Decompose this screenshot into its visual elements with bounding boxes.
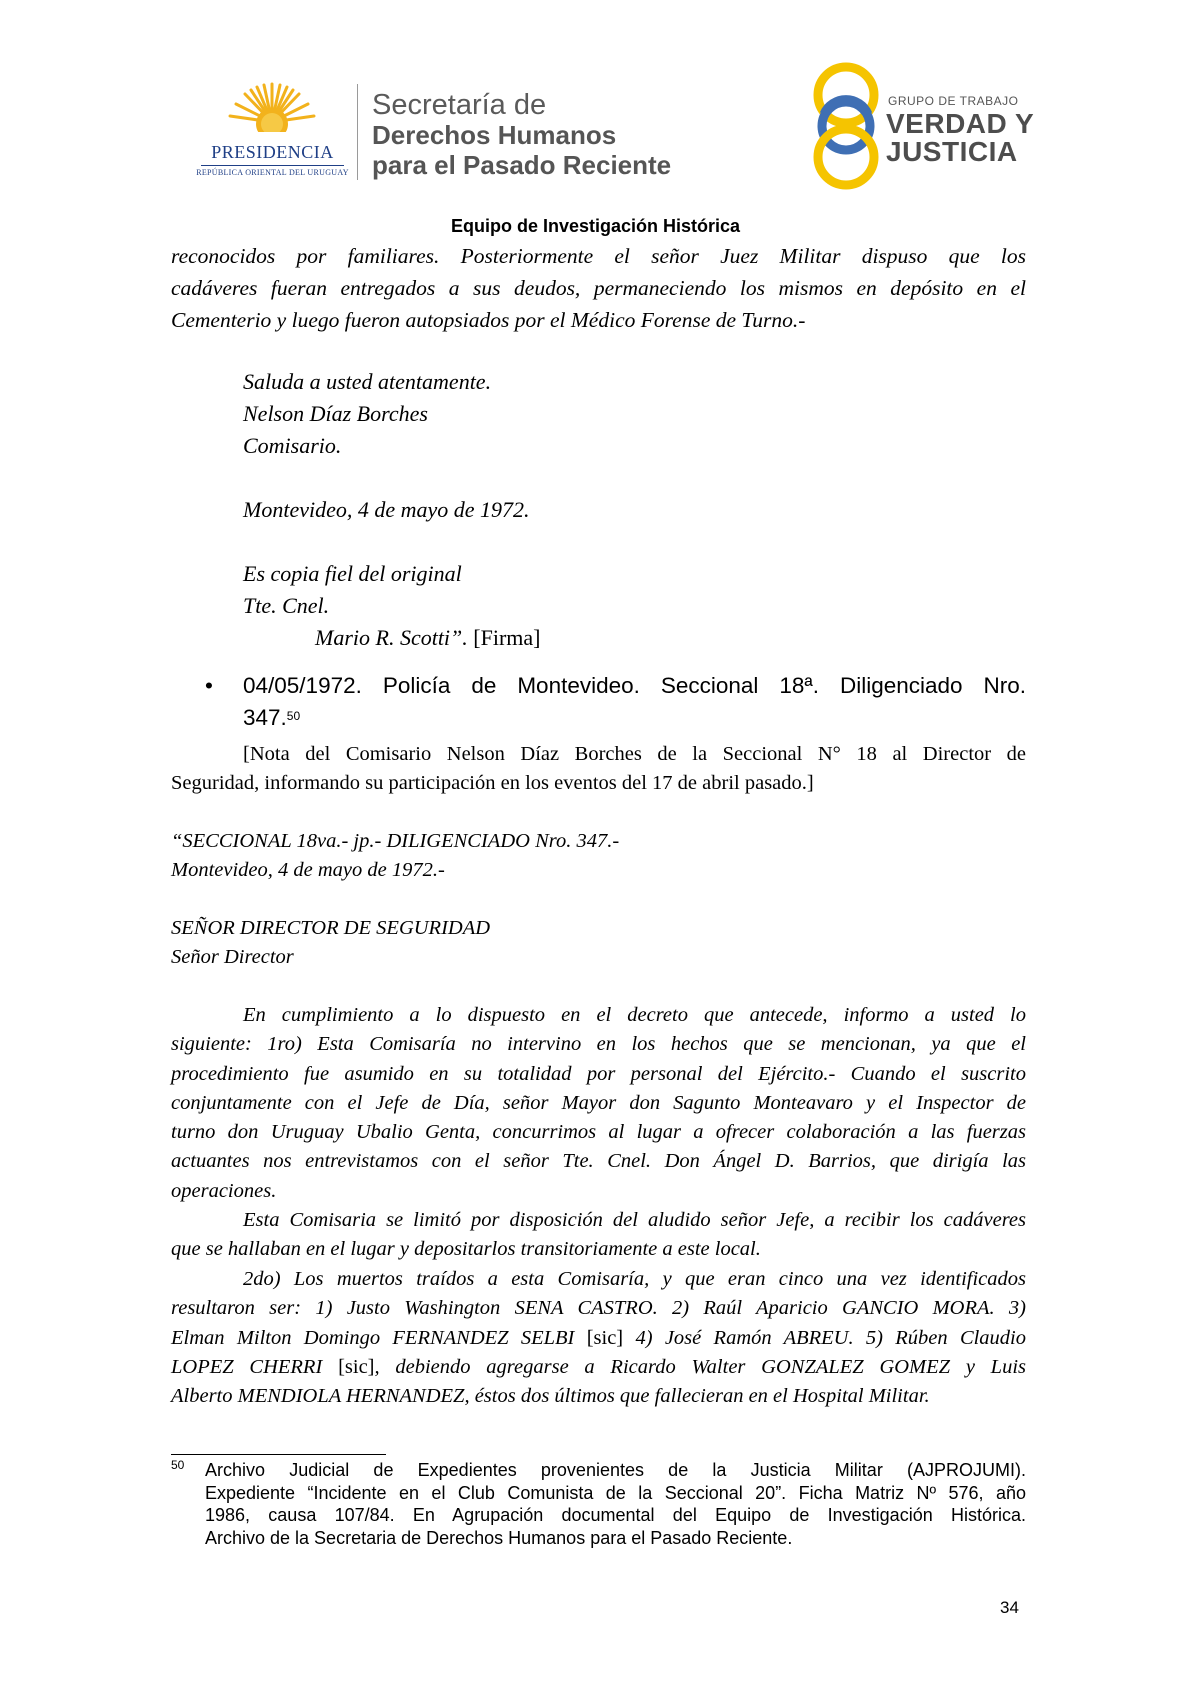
vyj-subtitle: GRUPO DE TRABAJO [888,94,1019,108]
copy-signer-name: Mario R. Scotti”. [315,625,468,650]
secretaria-line-1: Secretaría de [372,89,547,121]
editor-note [171,740,1026,798]
p3-line-2: resultaron ser: 1) Justo Washington SENA CASTRO. 2) Raúl Aparicio GANCIO MORA. 3) [171,1297,1026,1320]
opening-paragraph [171,240,1026,336]
copy-statement: Es copia fiel del original [243,561,462,586]
presidencia-logo [195,82,350,182]
footnote-line-3: 1986, causa 107/84. En Agrupación documental del Equipo de Investigación Histórica. [205,1505,1026,1525]
secretaria-title [372,90,671,180]
editor-note-line-2: Seguridad, informando su participación en los eventos del 17 de abril pasado.] [171,772,814,794]
header-divider [357,84,358,180]
p1-line-2: siguiente: 1ro) Esta Comisaría no intervino en los hechos que se mencionan, ya que el [171,1033,1026,1056]
firma-marker: [Firma] [473,625,541,650]
vyj-line-1: VERDAD Y [886,108,1035,139]
interlocking-rings-icon [810,62,886,190]
copy-signer [315,622,540,654]
p2-line-1: Esta Comisaria se limitó por disposición del aludido señor Jefe, a recibir los cadáveres [243,1209,1026,1231]
p3-line-4-b: , debiendo agregarse a Ricardo Walter GONZALEZ GOMEZ y Luis [374,1355,1026,1378]
sun-icon [227,82,317,144]
sic-marker-2: [sic] [338,1355,375,1378]
bullet-symbol: • [205,673,213,698]
signature-name: Nelson Díaz Borches [243,401,428,426]
p3-line-3-a: Elman Milton Domingo FERNANDEZ SELBI [171,1326,575,1349]
document-header [171,827,1026,885]
p3-line-4-a: LOPEZ CHERRI [171,1355,323,1378]
footnote-line-1: Archivo Judicial de Expedientes provenientes de la Justicia Militar (AJPROJUMI). [205,1460,1026,1480]
footnote-number: 50 [171,1458,185,1472]
footnote-ref: 50 [286,709,301,723]
paragraph-2 [171,1206,1026,1265]
signature-date: Montevideo, 4 de mayo de 1972. [243,497,530,522]
addressee-line-2: Señor Director [171,946,294,968]
verdad-justicia-logo [810,62,1035,190]
p1-line-5: turno don Uruguay Ubalio Genta, concurrimos al lugar a ofrecer colaboración a las fuerzas [171,1121,1026,1144]
opening-line-3: Cementerio y luego fueron autopsiados por el Médico Forense de Turno.- [171,308,806,332]
p1-line-3: procedimiento fue asumido en su totalidad por personal del Ejército.- Cuando el suscrito [171,1062,1026,1085]
secretaria-line-3: para el Pasado Reciente [372,150,672,180]
presidencia-name: PRESIDENCIA [211,142,334,162]
p1-line-1: En cumplimiento a lo dispuesto en el decreto que antecede, informo a usted lo [243,1004,1026,1026]
secretaria-line-2: Derechos Humanos [372,120,617,150]
footnote-separator [171,1454,386,1455]
p3-line-4 [171,1353,1026,1382]
p1-line-4: conjuntamente con el Jefe de Día, señor Mayor don Sagunto Monteavaro y el Inspector de [171,1091,1026,1114]
p1-line-7: operaciones. [171,1179,277,1202]
footnote-line-2: Expediente “Incidente en el Club Comunista de la Seccional 20”. Ficha Matriz Nº 576, año [205,1482,1026,1503]
addressee-line-1: SEÑOR DIRECTOR DE SEGURIDAD [171,917,491,939]
paragraph-3 [171,1265,1026,1411]
copy-rank: Tte. Cnel. [243,593,330,618]
document-header-line-2: Montevideo, 4 de mayo de 1972.- [171,859,445,881]
p3-line-3-b: 4) José Ramón ABREU. 5) Rúben Claudio [635,1326,1027,1349]
p1-line-6: actuantes nos entrevistamos con el señor Tte. Cnel. Don Ángel D. Barrios, que dirigía las [171,1150,1026,1173]
paragraph-1 [171,1001,1026,1206]
page-number: 34 [1000,1598,1019,1617]
footnote-text [205,1459,1026,1549]
addressee [171,914,1026,972]
p2-line-2: que se hallaban en el lugar y depositarlos transitoriamente a este local. [171,1238,761,1261]
team-title: Equipo de Investigación Histórica [450,216,741,236]
editor-note-line-1: [Nota del Comisario Nelson Díaz Borches de la Seccional N° 18 al Director de [243,743,1026,765]
p3-line-3 [171,1324,1026,1353]
presidencia-divider [201,165,344,166]
signature-rank: Comisario. [243,433,342,458]
entry-title-line-1: 04/05/1972. Policía de Montevideo. Seccional 18ª. Diligenciado Nro. [243,673,1026,698]
p3-line-5: Alberto MENDIOLA HERNANDEZ, éstos dos últimos que fallecieran en el Hospital Militar. [171,1385,930,1408]
document-header-line-1: “SECCIONAL 18va.- jp.- DILIGENCIADO Nro. 347.- [171,830,620,852]
entry-title-line-2 [243,702,300,734]
sic-marker-1: [sic] [586,1326,624,1349]
footnote-line-4: Archivo de la Secretaria de Derechos Humanos para el Pasado Reciente. [205,1527,793,1548]
p3-line-1: 2do) Los muertos traídos a esta Comisaría, y que eran cinco una vez identificados [243,1268,1026,1290]
opening-line-2: cadáveres fueran entregados a sus deudos, permaneciendo los mismos en depósito en el [171,276,1026,300]
opening-line-1: reconocidos por familiares. Posteriormente el señor Juez Militar dispuso que los [171,244,1026,268]
entry-title-end: 347. [243,705,287,730]
signature-greeting: Saluda a usted atentamente. [243,369,492,394]
presidencia-subtitle: REPÚBLICA ORIENTAL DEL URUGUAY [196,168,349,177]
vyj-line-2: JUSTICIA [886,136,1018,167]
